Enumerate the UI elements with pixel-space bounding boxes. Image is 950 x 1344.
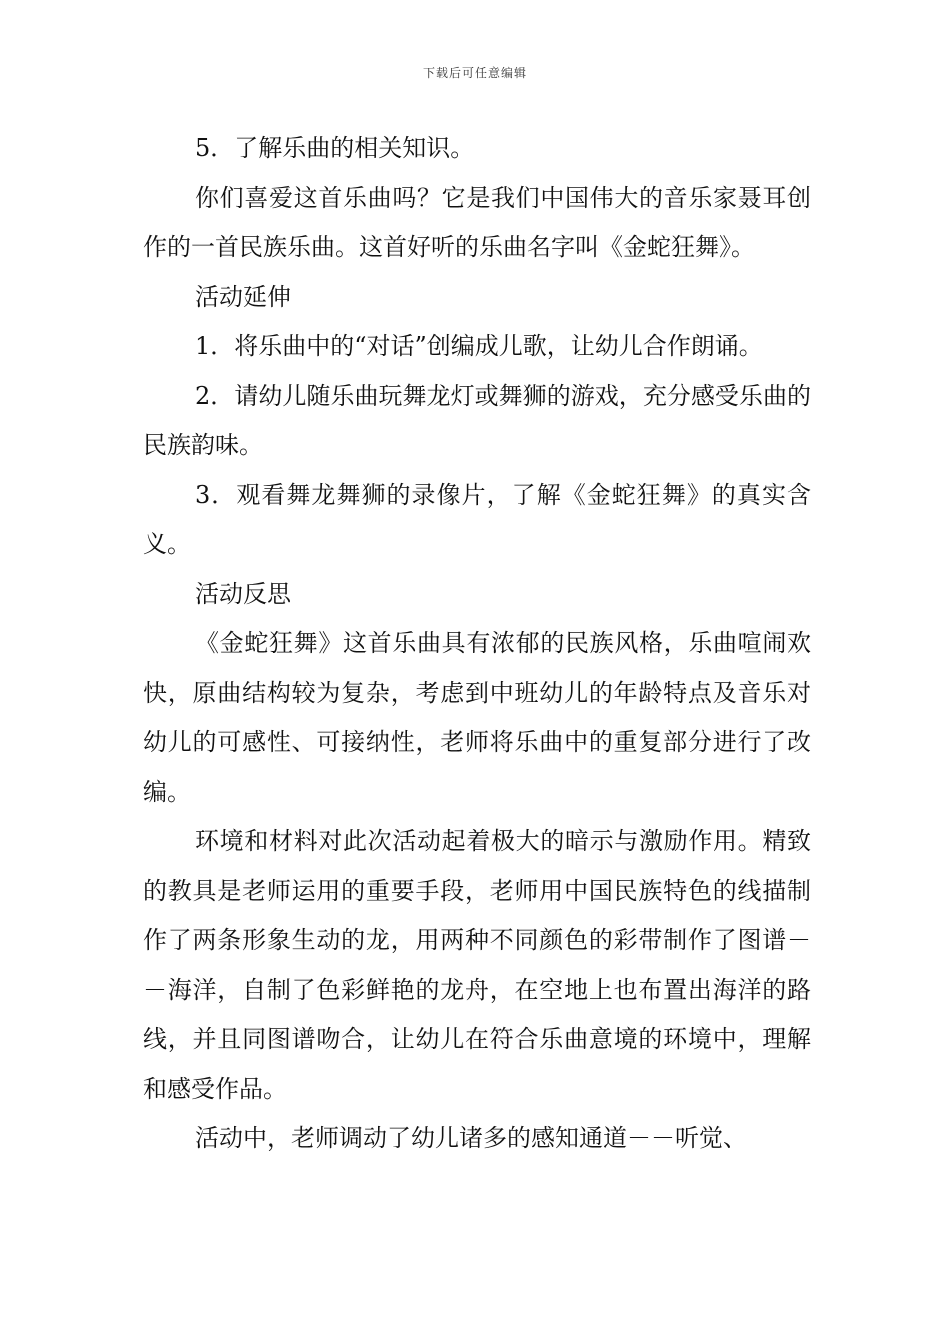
body-paragraph-reflection-3: 活动中，老师调动了幼儿诸多的感知通道－－听觉、 <box>195 1124 747 1152</box>
page-header-note: 下载后可任意编辑 <box>422 66 527 80</box>
list-item-extension-2: 2．请幼儿随乐曲玩舞龙灯或舞狮的游戏，充分感受乐曲的民族韵味。 <box>143 381 811 459</box>
list-item-extension-3: 3．观看舞龙舞狮的录像片，了解《金蛇狂舞》的真实含义。 <box>143 480 811 558</box>
list-item-extension-1: 1．将乐曲中的“对话”创编成儿歌，让幼儿合作朗诵。 <box>195 332 763 360</box>
section-heading-reflection: 活动反思 <box>195 579 291 608</box>
body-paragraph-reflection-2: 环境和材料对此次活动起着极大的暗示与激励作用。精致的教具是老师运用的重要手段，老师用中国民族特色的线描制作了两条形象生动的龙，用两种不同颜色的彩带制作了图谱－－海洋，自制了色彩鲜艳的龙舟，在空地上也布置出海洋的路线，并且同图谱吻合，让幼儿在符合乐曲意境的环境中，理解和感受作品。 <box>143 827 811 1103</box>
body-paragraph-reflection-1: 《金蛇狂舞》这首乐曲具有浓郁的民族风格，乐曲喧闹欢快，原曲结构较为复杂，考虑到中班幼儿的年龄特点及音乐对幼儿的可感性、可接纳性，老师将乐曲中的重复部分进行了改编。 <box>143 629 811 806</box>
section-heading-extension: 活动延伸 <box>195 282 291 311</box>
body-paragraph-intro: 你们喜爱这首乐曲吗？它是我们中国伟大的音乐家聂耳创作的一首民族乐曲。这首好听的乐曲名字叫《金蛇狂舞》。 <box>143 183 811 261</box>
list-item-objective-5: 5．了解乐曲的相关知识。 <box>195 134 475 162</box>
document-body <box>143 124 811 1164</box>
